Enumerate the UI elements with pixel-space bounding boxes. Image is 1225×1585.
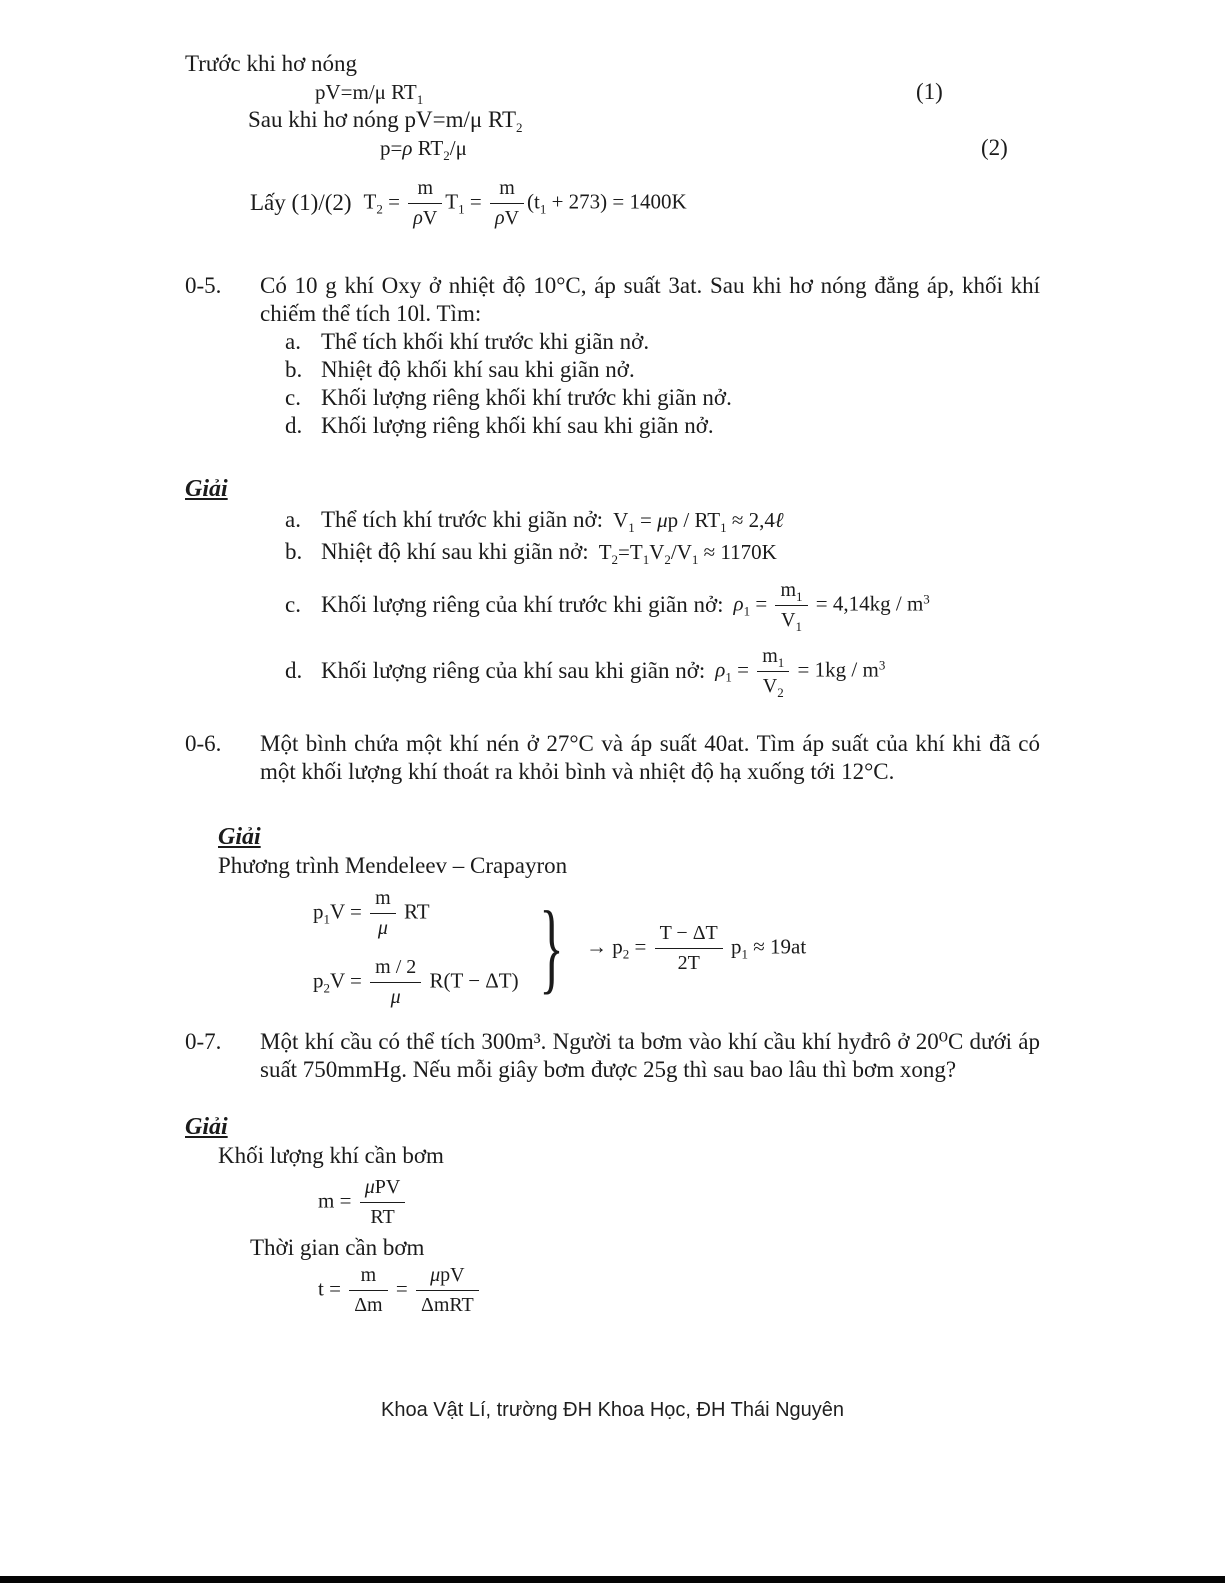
item-label: a. <box>285 329 301 354</box>
problem-0-7-number: 0-7. <box>185 1029 222 1054</box>
intro-line-after-heating <box>248 106 1040 134</box>
item-label: c. <box>285 592 301 617</box>
item-label: d. <box>285 658 303 683</box>
item-text: Khối lượng riêng khối khí trước khi giãn nở. <box>321 385 732 410</box>
intro-equation-2: p=ρ $RT_2/\mu$ <box>380 136 467 163</box>
ratio-label: Lấy (1)/(2) <box>250 190 352 215</box>
mendeleev-line: Phương trình Mendeleev – Crapayron <box>218 853 568 878</box>
ratio-formula: $T_2$ = $\frac{m}{\rho V}$ $T_1$ = $\frac{m}{\rho V}$ $(t_1 + 273) = 1400K$ <box>363 176 687 229</box>
item-text: Khối lượng riêng khối khí sau khi giãn nở. <box>321 413 714 438</box>
item-formula: $\rho_1$ = $\frac{m_1}{V_1}$ = $4,14kg / m^3$ <box>733 578 930 634</box>
mendeleev-system <box>313 886 1040 1010</box>
equation-number-2: (2) <box>981 135 1008 160</box>
system-equations <box>313 886 525 1010</box>
system-result: → $p_2$ = $\frac{T - \Delta T}{2T}$ $p_1 \approx 19at$ <box>585 921 807 974</box>
item-formula: $\rho_1$ = $\frac{m_1}{V_2}$ = $1kg / m^3$ <box>715 644 886 700</box>
item-label: d. <box>285 413 303 438</box>
mass-formula-row <box>318 1174 1040 1230</box>
solution-0-6-heading: Giải <box>218 824 261 850</box>
item-text: Thể tích khí trước khi giãn nở: <box>321 507 604 532</box>
intro-ratio-row <box>250 174 1040 232</box>
bottom-edge-bar <box>0 1576 1225 1583</box>
problem-0-6-text: Một bình chứa một khí nén ở 27°C và áp suất 40at. Tìm áp suất của khí khi đã có một khối lượng khí thoát ra khỏi bình và nhiệt độ hạ xuống tới 12°C. <box>260 731 1040 784</box>
solution-0-5-item-b <box>285 536 1040 568</box>
problem-0-7 <box>185 1028 1040 1084</box>
solution-0-5-item-d <box>285 642 1040 700</box>
problem-0-6 <box>185 730 1040 786</box>
item-text: Khối lượng riêng của khí trước khi giãn nở: <box>321 592 724 617</box>
solution-0-5-item-a <box>285 504 1040 536</box>
item-label: b. <box>285 539 303 564</box>
time-to-pump-line: Thời gian cần bơm <box>250 1235 425 1260</box>
solution-0-7-heading: Giải <box>185 1114 228 1140</box>
problem-0-5-number: 0-5. <box>185 273 222 298</box>
mass-to-pump-line: Khối lượng khí cần bơm <box>218 1143 444 1168</box>
item-label: a. <box>285 507 301 532</box>
solution-0-5-item-c <box>285 576 1040 634</box>
time-formula-row <box>318 1262 1040 1318</box>
item-formula: $T_2=T_1V_2/V_1 \approx 1170K$ <box>598 540 777 567</box>
item-label: b. <box>285 357 303 382</box>
item-label: c. <box>285 385 301 410</box>
mass-formula: m = $\frac{\text{μPV}}{RT}$ <box>318 1175 408 1230</box>
item-text: Khối lượng riêng của khí sau khi giãn nở: <box>321 658 706 683</box>
item-text: Thể tích khối khí trước khi giãn nở. <box>321 329 650 354</box>
intro-line-before-heating: Trước khi hơ nóng <box>185 51 358 76</box>
problem-0-5 <box>185 272 1040 328</box>
solution-0-5-heading: Giải <box>185 476 228 502</box>
intro-equation-2-row <box>380 134 1040 162</box>
problem-0-7-text: Một khí cầu có thể tích 300m³. Người ta bơm vào khí cầu khí hyđrô ở 20⁰C dưới áp suất 750mmHg. Nếu mỗi giây bơm được 25g thì sau bao lâu thì bơm xong? <box>260 1029 1040 1082</box>
problem-0-5-item-b <box>285 356 1040 384</box>
page-footer: Khoa Vật Lí, trường ĐH Khoa Học, ĐH Thái Nguyên <box>380 1399 845 1421</box>
problem-0-5-item-a <box>285 328 1040 356</box>
item-text: Nhiệt độ khí sau khi giãn nở: <box>321 539 589 564</box>
item-formula: $V_1 = \mu p / RT_1$ ≈ 2,4ℓ <box>613 508 784 535</box>
system-equation-1: $p_1V$ = $\frac{m}{\mu}$ RT <box>313 887 430 939</box>
problem-0-5-item-c <box>285 384 1040 412</box>
item-text: Nhiệt độ khối khí sau khi giãn nở. <box>321 357 635 382</box>
problem-0-6-number: 0-6. <box>185 731 222 756</box>
system-equation-2: $p_2V$ = $\frac{m / 2}{\mu}$ R(T − ΔT) <box>313 956 519 1008</box>
problem-0-5-text: Có 10 g khí Oxy ở nhiệt độ 10°C, áp suất 3at. Sau khi hơ nóng đẳng áp, khối khí chiếm thể tích 10l. Tìm: <box>260 273 1040 326</box>
system-brace: } <box>539 891 564 1004</box>
intro-equation-1-row <box>315 78 1040 106</box>
equation-number-1: (1) <box>916 79 943 104</box>
problem-0-5-item-d <box>285 412 1040 440</box>
intro-equation-1: pV=m/μ $RT_1$ <box>315 80 424 107</box>
intro-after-heating-formula: Sau khi hơ nóng pV=m/μ $RT_2$ <box>248 107 523 135</box>
time-formula: t = $\frac{m}{\Delta m}$ = $\frac{\text{μpV}}{\text{ΔmRT}}$ <box>318 1263 482 1318</box>
